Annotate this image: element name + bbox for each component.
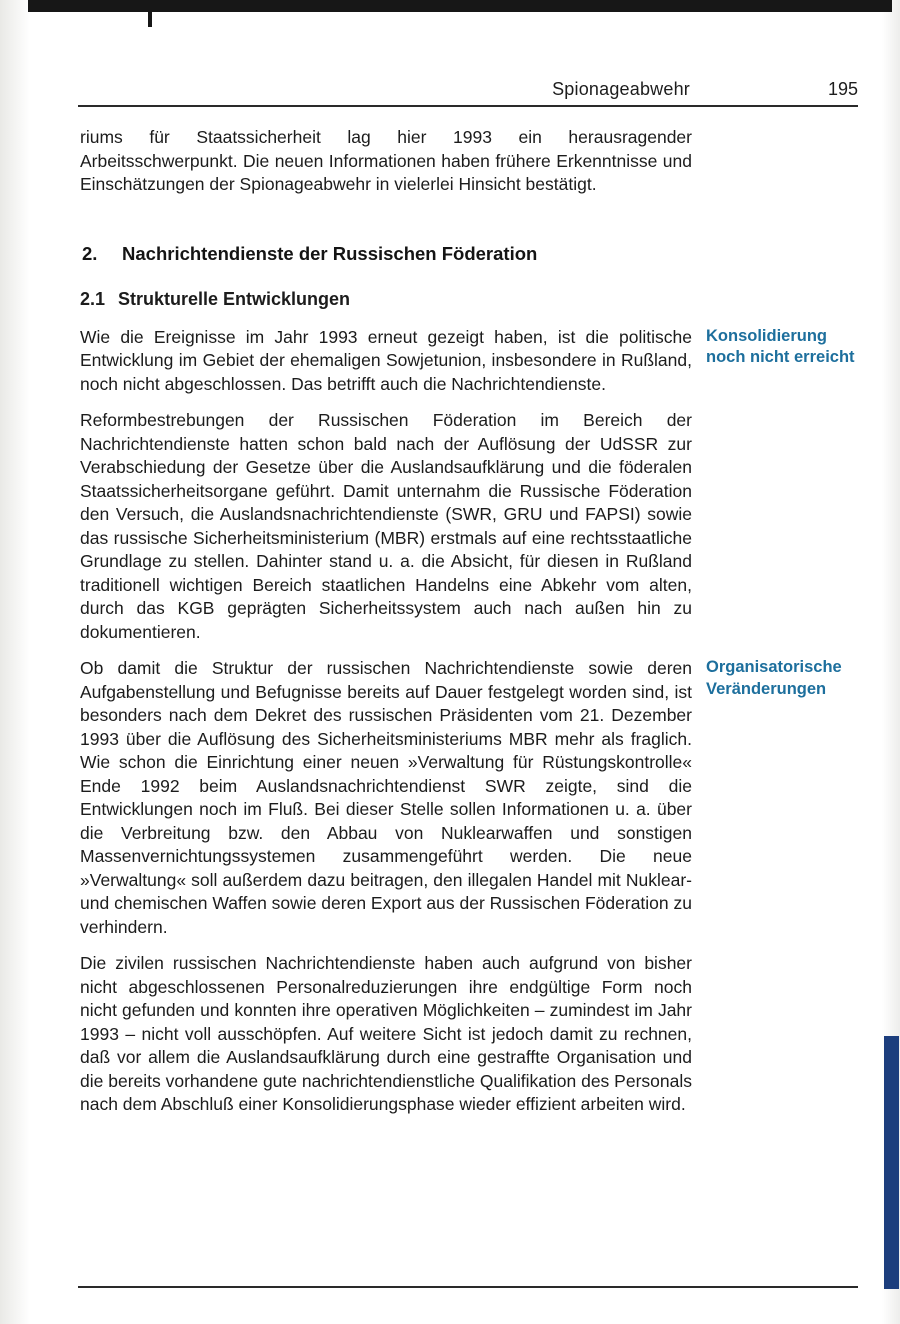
header-rule — [78, 105, 858, 107]
section-heading — [82, 242, 870, 266]
paragraph-row — [80, 657, 870, 952]
page-number: 195 — [827, 79, 858, 99]
body-paragraph: Reformbestrebungen der Russischen Föderation im Bereich der Nachrichtendienste hatten schon bald nach der Auflösung der UdSSR zur Verabschiedung der Gesetze über die Auslandsaufklärung und die föderalen Staatssicherheitsorgane geführt. Damit unternahm die Russische Föderation den Versuch, die Auslandsnachrichtendienste (SWR, GRU und FAPSI) sowie das russische Sicherheitsministerium (MBR) erstmals auf eine rechtsstaatliche Grundlage zu stellen. Dahinter stand u. a. die Absicht, für diesen in Rußland traditionell wichtigen Bereich staatlichen Handelns eine Abkehr vom alten, durch das KGB geprägten Sicherheitssystem auch nach außen hin zu dokumentieren. — [80, 410, 692, 642]
footer-rule — [78, 1286, 858, 1288]
body-paragraph: Wie die Ereignisse im Jahr 1993 erneut gezeigt haben, ist die politische Entwicklung im Gebiet der ehemaligen Sowjetunion, insbesondere in Rußland, noch nicht abgeschlossen. Das betrifft auch die Nachrichtendienste. — [80, 326, 692, 394]
margin-note: Konsolidierung noch nicht erreicht — [706, 326, 855, 366]
intro-paragraph: riums für Staatssicherheit lag hier 1993 ein herausragender Arbeitsschwerpunkt. Die neuen Informationen haben frühere Erkenntnisse und Einschätzungen der Spionageabwehr in vielerlei Hinsicht bestätigt. — [80, 127, 692, 194]
paragraph-row — [80, 126, 870, 210]
running-header-title: Spionageabwehr — [552, 79, 690, 99]
paragraph-row — [80, 409, 870, 657]
subsection-title: Strukturelle Entwicklungen — [118, 288, 351, 309]
scan-edge-shade-left — [0, 0, 30, 1324]
body-paragraph: Die zivilen russischen Nachrichtendienste haben auch aufgrund von bisher nicht abgeschlossenen Personalreduzierungen ihre endgültige Form noch nicht gefunden und konnten ihre operativen Möglichkeiten – zumindest im Jahr 1993 – nicht voll ausschöpfen. Auf weitere Sicht ist jedoch damit zu rechnen, daß vor allem die Auslandsaufklärung durch eine gestraffte Organisation und die bereits vorhandene gute nachrichtendienstliche Qualifikation des Personals nach dem Abschluß einer Konsolidierungsphase wieder effizient arbeiten wird. — [80, 953, 692, 1114]
subsection-heading — [80, 287, 870, 311]
section-title: Nachrichtendienste der Russischen Föderation — [122, 242, 538, 264]
scan-artifact-tick-mark — [148, 0, 152, 27]
body-paragraph: Ob damit die Struktur der russischen Nachrichtendienste sowie deren Aufgabenstellung und Befugnisse bereits auf Dauer festgelegt worden sind, ist besonders nach dem Dekret des russischen Präsidenten vom 21. Dezember 1993 über die Auflösung des Sicherheitsministeriums MBR mehr als fraglich. Wie schon die Einrichtung einer neuen »Verwaltung für Rüstungskontrolle« Ende 1992 beim Auslandsnachrichtendienst SWR zeigte, sind die Entwicklungen noch im Fluß. Bei dieser Stelle sollen Informationen u. a. über die Verbreitung bzw. den Abbau von Nuklearwaffen und sonstigen Massenvernichtungssystemen zusammengeführt werden. Die neue »Verwaltung« soll außerdem dazu beitragen, den illegalen Handel mit Nuklear- und chemischen Waffen sowie deren Export aus der Russischen Föderation zu verhindern. — [80, 658, 692, 937]
subsection-number: 2.1 — [80, 288, 106, 309]
section-number: 2. — [82, 242, 98, 264]
paragraph-row — [80, 952, 870, 1130]
page-content — [80, 126, 870, 1130]
paragraph-row — [80, 326, 870, 410]
scan-artifact-top-bar — [28, 0, 892, 12]
chapter-edge-tab — [884, 1036, 899, 1289]
margin-note: Organisatorische Veränderungen — [706, 658, 842, 698]
